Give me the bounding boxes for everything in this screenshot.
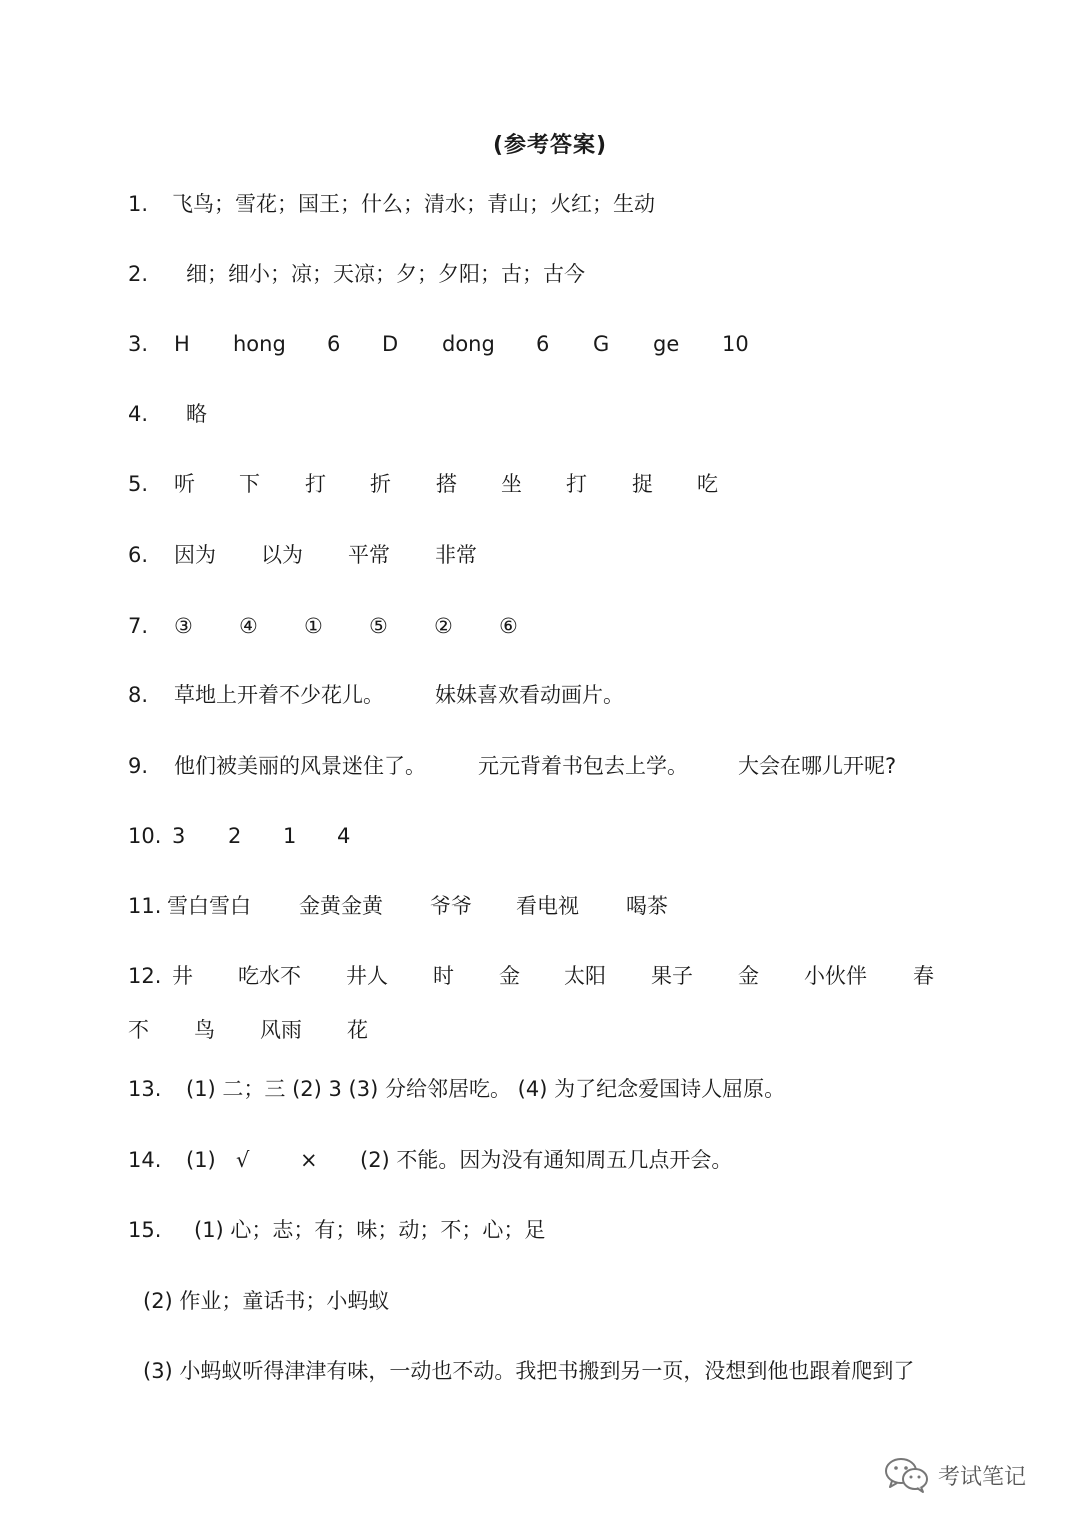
answer-item: (2) 不能。因为没有通知周五几点开会。 [360, 1148, 733, 1172]
answer-item: 金黄金黄 [299, 894, 383, 918]
answer-number: 12. [128, 964, 162, 988]
answer-item: ge [653, 332, 680, 356]
watermark-text: 考试笔记 [938, 1464, 1027, 1490]
answer-number: 4. [128, 402, 149, 426]
answer-item: 花 [347, 1018, 368, 1042]
answer-number: 14. [128, 1148, 162, 1172]
answer-item: 风雨 [260, 1018, 302, 1042]
answer-item: G [593, 332, 610, 356]
answer-number: 11. [128, 894, 162, 918]
answer-item: 爷爷 [430, 894, 472, 918]
answer-number: 9. [128, 754, 149, 778]
answer-item: 草地上开着不少花儿。 [174, 683, 384, 707]
answer-item: H [174, 332, 190, 356]
answer-item: √ [236, 1148, 250, 1172]
answer-item: 以为 [261, 543, 303, 567]
answer-item: 6 [327, 332, 341, 356]
answer-item: 4 [337, 824, 351, 848]
answer-item: 因为 [174, 543, 216, 567]
answer-item: ⑤ [369, 614, 388, 638]
answer-item: 看电视 [516, 894, 579, 918]
answer-item: 鸟 [194, 1018, 215, 1042]
answer-number: 5. [128, 472, 149, 496]
wechat-icon [884, 1456, 930, 1494]
answer-item: 搭 [436, 472, 457, 496]
answer-number: 1. [128, 192, 149, 216]
answer-text: (1) 二；三 (2) 3 (3) 分给邻居吃。 (4) 为了纪念爱国诗人屈原。 [186, 1077, 786, 1101]
watermark [884, 1455, 1026, 1495]
answer-number: 15. [128, 1218, 162, 1242]
answer-item: 捉 [632, 472, 653, 496]
answer-item: 妹妹喜欢看动画片。 [435, 683, 624, 707]
answer-item: 打 [566, 472, 587, 496]
answer-item: 小伙伴 [804, 964, 867, 988]
answer-item: 吃水不 [238, 964, 301, 988]
answer-item: 金 [499, 964, 520, 988]
answer-item: 打 [305, 472, 326, 496]
answer-text: (2) 作业；童话书；小蚂蚁 [143, 1289, 390, 1313]
answer-item: 非常 [435, 543, 477, 567]
answer-item: 2 [228, 824, 242, 848]
answer-item: 平常 [348, 543, 390, 567]
answer-number: 10. [128, 824, 162, 848]
answer-item: ④ [239, 614, 258, 638]
answer-item: 井人 [346, 964, 388, 988]
answer-number: 7. [128, 614, 149, 638]
answer-item: 金 [738, 964, 759, 988]
answer-item: 他们被美丽的风景迷住了。 [174, 754, 426, 778]
answer-number: 8. [128, 683, 149, 707]
answer-item: 太阳 [564, 964, 606, 988]
answer-item: 吃 [697, 472, 718, 496]
answer-item: ⑥ [499, 614, 518, 638]
answer-item: D [382, 332, 399, 356]
answer-item: 坐 [501, 472, 522, 496]
answer-text: 略 [186, 402, 207, 426]
answer-item: 时 [433, 964, 454, 988]
answer-item: × [300, 1148, 318, 1172]
answer-item: hong [233, 332, 286, 356]
answer-item: ③ [174, 614, 193, 638]
answer-item: (1) [186, 1148, 216, 1172]
answer-item: 6 [536, 332, 550, 356]
answer-item: 折 [370, 472, 391, 496]
answer-item: 10 [722, 332, 749, 356]
answer-text: 飞鸟；雪花；国王；什么；清水；青山；火红；生动 [172, 192, 655, 216]
answer-item: 雪白雪白 [167, 894, 251, 918]
answer-item: 喝茶 [626, 894, 668, 918]
page-title: (参考答案) [492, 133, 608, 158]
answer-number: 3. [128, 332, 149, 356]
answer-number: 13. [128, 1077, 162, 1101]
answer-item: 元元背着书包去上学。 [478, 754, 688, 778]
answer-item: ② [434, 614, 453, 638]
answer-item: 不 [128, 1018, 149, 1042]
answer-text: (1) 心；志；有；味；动；不；心；足 [194, 1218, 546, 1242]
answer-item: ① [304, 614, 323, 638]
answer-text: 细；细小；凉；天凉；夕；夕阳；古；古今 [186, 262, 585, 286]
answer-item: 下 [239, 472, 260, 496]
answer-item: 3 [172, 824, 186, 848]
answer-number: 6. [128, 543, 149, 567]
answer-item: 1 [283, 824, 297, 848]
answer-text: (3) 小蚂蚁听得津津有味，一动也不动。我把书搬到另一页，没想到他也跟着爬到了 [143, 1359, 915, 1383]
answer-item: 听 [174, 472, 195, 496]
answer-item: 春 [913, 964, 934, 988]
answer-item: 大会在哪儿开呢? [738, 754, 897, 778]
answer-item: dong [442, 332, 495, 356]
answer-item: 井 [172, 964, 193, 988]
answer-number: 2. [128, 262, 149, 286]
answer-item: 果子 [651, 964, 693, 988]
